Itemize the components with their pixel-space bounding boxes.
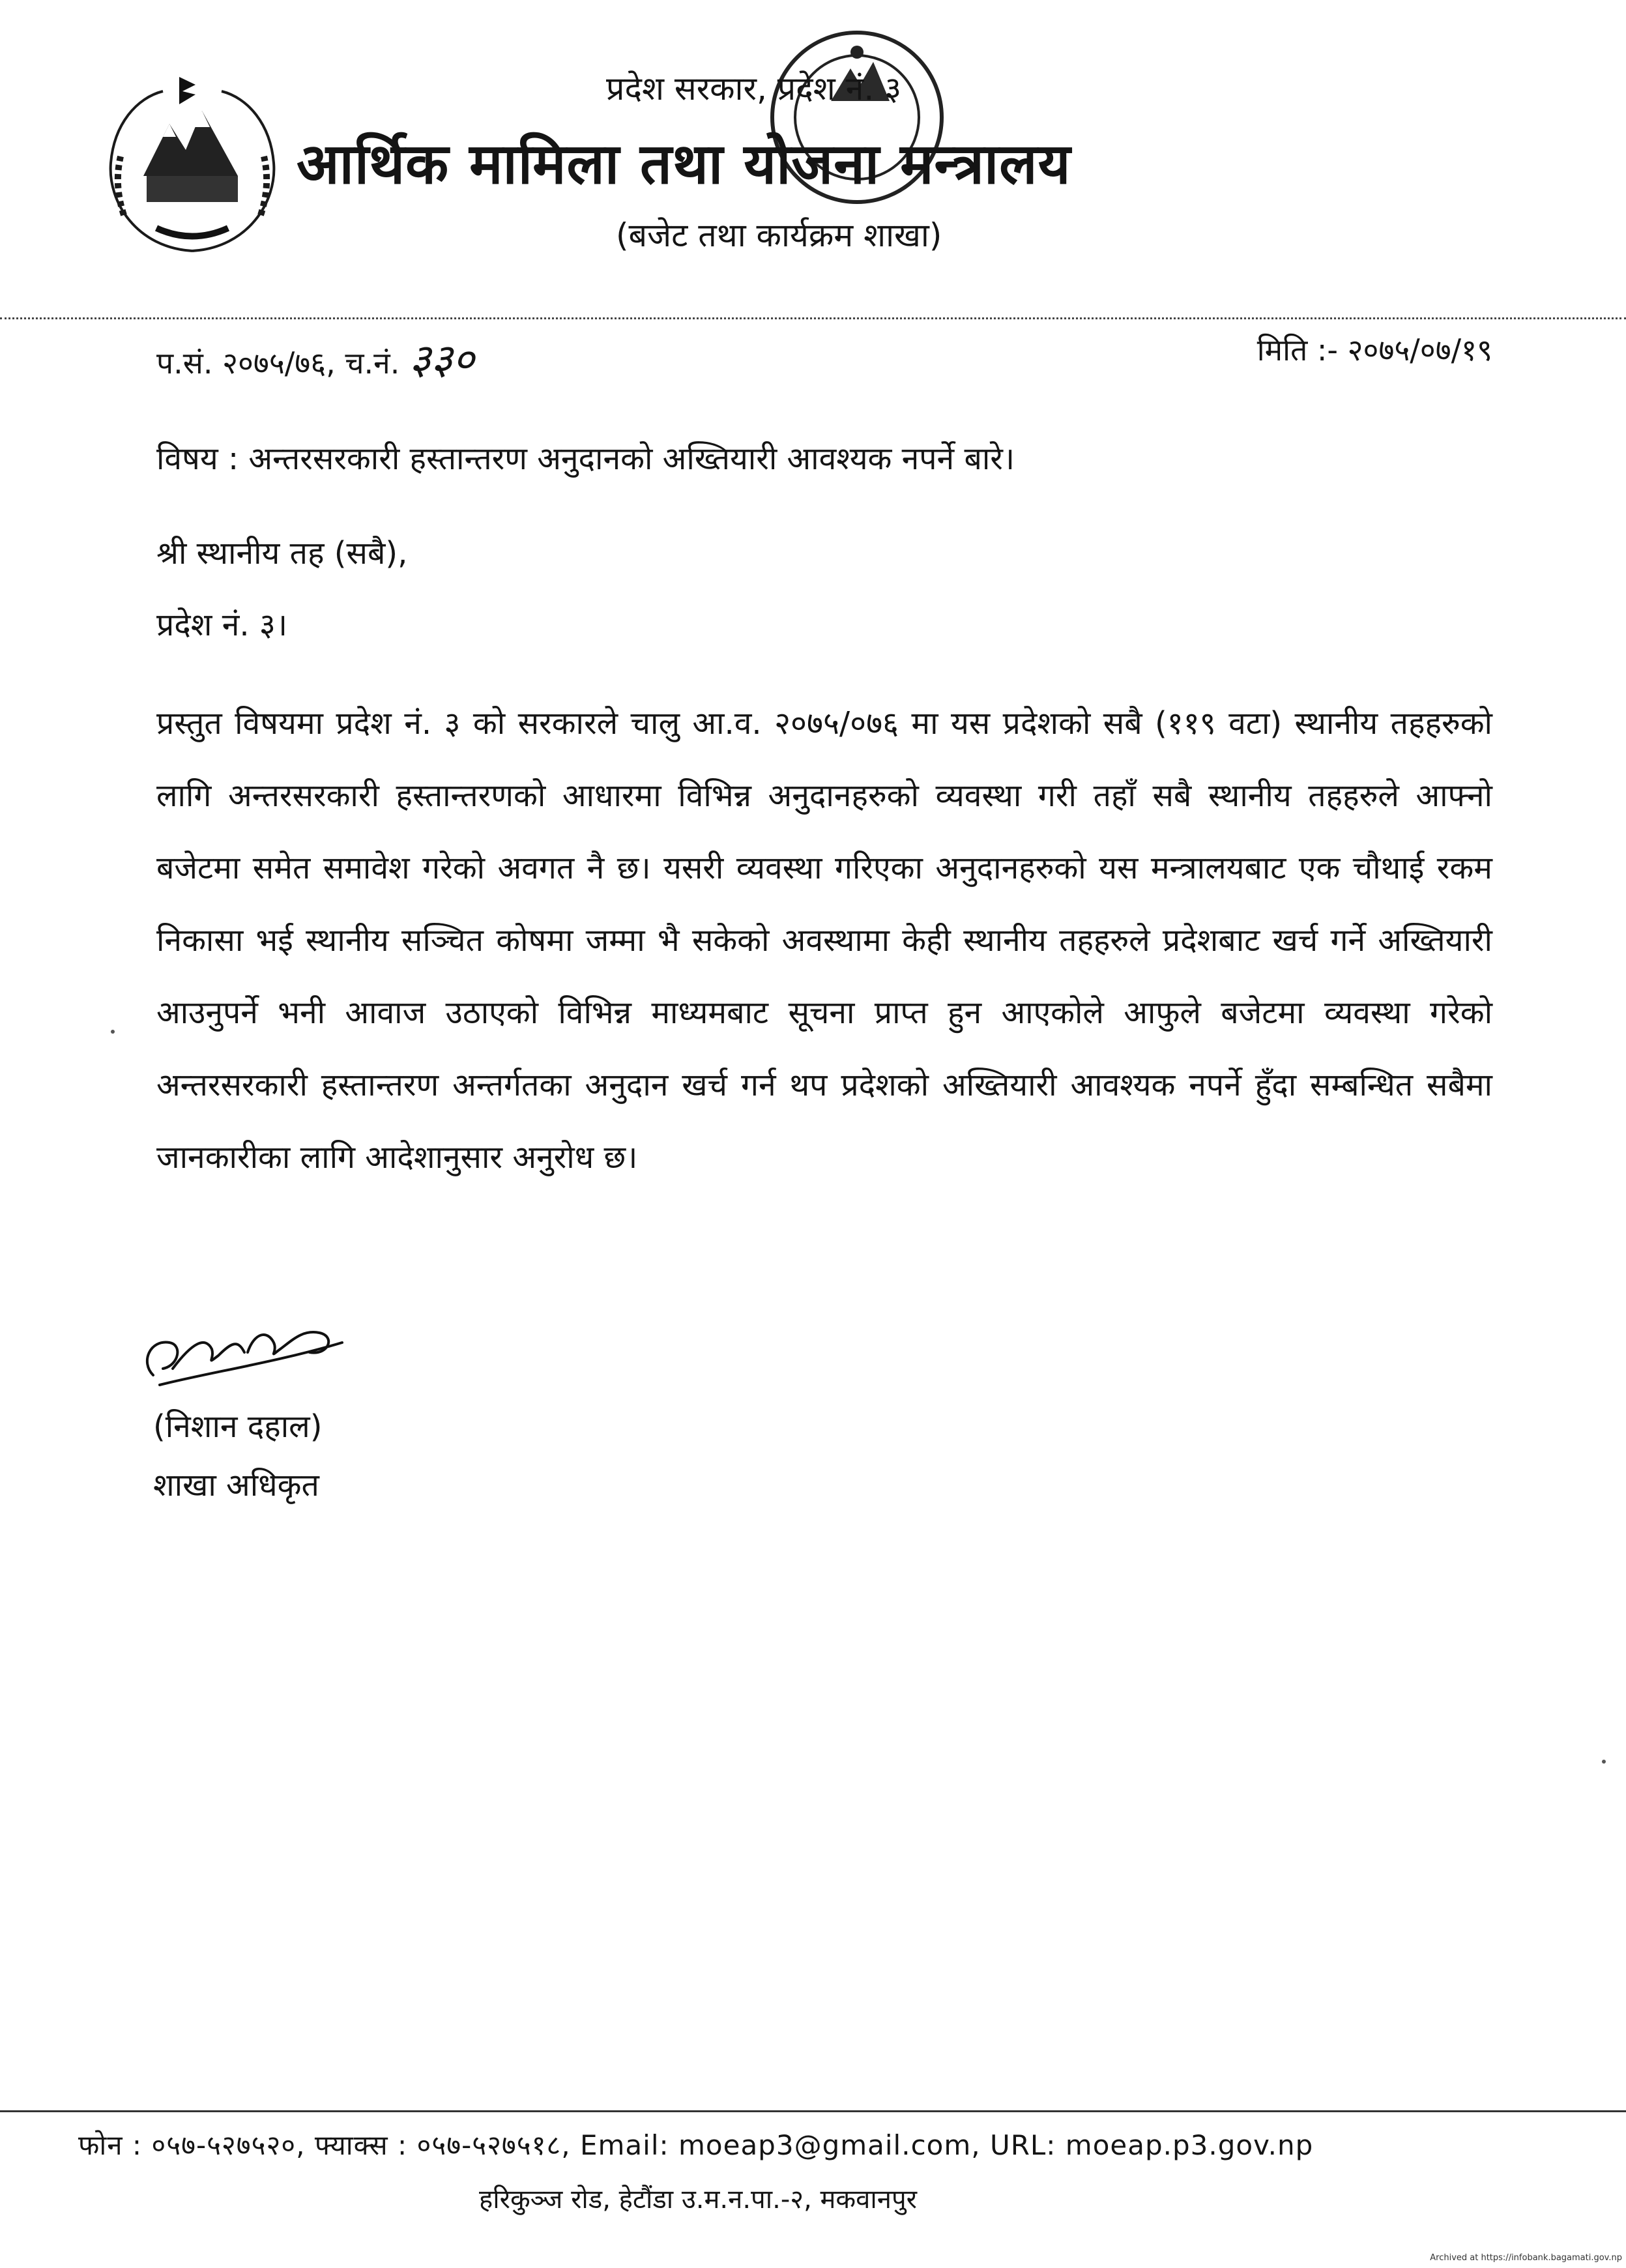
footer-address: हरिकुञ्ज रोड, हेटौंडा उ.म.न.पा.-२, मकवानपुर bbox=[479, 2185, 918, 2215]
scan-dot bbox=[1602, 1760, 1606, 1764]
addressee-line-1: श्री स्थानीय तह (सबै), bbox=[156, 535, 408, 572]
archive-note: Archived at https://infobank.bagamati.gov.np bbox=[1430, 2253, 1622, 2263]
signer-designation: शाखा अधिकृत bbox=[153, 1467, 319, 1504]
branch-name: (बजेट तथा कार्यक्रम शाखा) bbox=[616, 216, 942, 254]
dispatch-number: ३३० bbox=[409, 336, 474, 384]
handwritten-signature-icon bbox=[134, 1303, 355, 1401]
header-divider bbox=[0, 317, 1626, 319]
ministry-title: आर्थिक मामिला तथा योजना मन्त्रालय bbox=[297, 132, 1071, 197]
government-name: प्रदेश सरकार, प्रदेश नं. ३ bbox=[606, 70, 902, 108]
nepal-coat-of-arms-icon bbox=[98, 65, 287, 261]
signer-name: (निशान दहाल) bbox=[153, 1408, 323, 1445]
footer-divider bbox=[0, 2110, 1626, 2112]
scan-dot bbox=[111, 1030, 115, 1034]
addressee-line-2: प्रदेश नं. ३। bbox=[156, 607, 288, 643]
letter-date: मिति :- २०७५/०७/१९ bbox=[1256, 332, 1492, 368]
reference-label: प.सं. २०७५/७६, च.नं. bbox=[156, 345, 400, 381]
subject-line: विषय : अन्तरसरकारी हस्तान्तरण अनुदानको अख्तियारी आवश्यक नपर्ने बारे। bbox=[156, 441, 1015, 477]
reference-number bbox=[156, 329, 474, 386]
letter-body: प्रस्तुत विषयमा प्रदेश नं. ३ को सरकारले चालु आ.व. २०७५/०७६ मा यस प्रदेशको सबै (११९ वटा) स्थानीय तहहरुको लागि अन्तरसरकारी हस्तान्तरणको आधारमा विभिन्न अनुदानहरुको व्यवस्था गरी तहाँ सबै स्थानीय तहहरुले आफ्नो बजेटमा समेत समावेश गरेको अवगत नै छ। यसरी व्यवस्था गरिएका अनुदानहरुको यस मन्त्रालयबाट एक चौथाई रकम निकासा भई स्थानीय सञ्चित कोषमा जम्मा भै सकेको अवस्थामा केही स्थानीय तहहरुले प्रदेशबाट खर्च गर्ने अख्तियारी आउनुपर्ने भनी आवाज उठाएको विभिन्न माध्यमबाट सूचना प्राप्त हुन आएकोले आफुले बजेटमा व्यवस्था गरेको अन्तरसरकारी हस्तान्तरण अन्तर्गतका अनुदान खर्च गर्न थप प्रदेशको अख्तियारी आवश्यक नपर्ने हुँदा सम्बन्धित सबैमा जानकारीका लागि आदेशानुसार अनुरोध छ। bbox=[156, 705, 1493, 1176]
footer-contact: फोन : ०५७-५२७५२०, फ्याक्स : ०५७-५२७५१८, Email: moeap3@gmail.com, URL: moeap.p3.gov.np bbox=[78, 2129, 1314, 2161]
